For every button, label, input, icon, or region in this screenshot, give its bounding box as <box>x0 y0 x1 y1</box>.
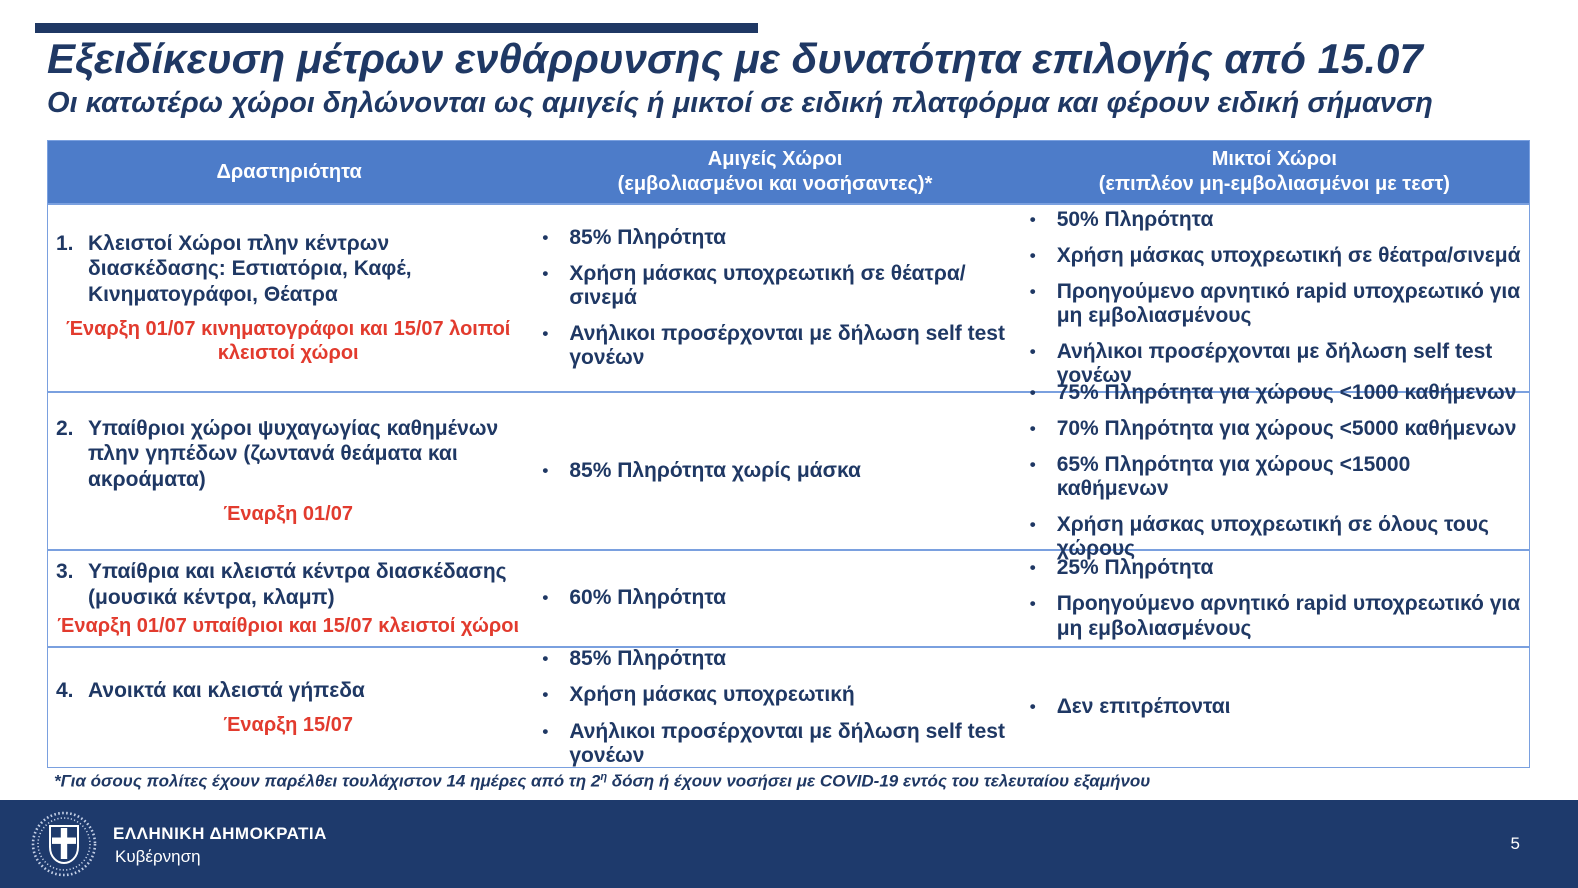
table-header-row <box>48 141 1529 203</box>
footnote <box>54 771 1534 792</box>
column-header-text: Δραστηριότητα <box>216 160 362 183</box>
bullet-text: Χρήση μάσκας υποχρεωτική σε θέατρα/σινεμά <box>569 261 966 309</box>
pure-spaces-cell <box>530 393 1019 549</box>
bullet-item <box>1030 556 1523 580</box>
row-number: 2. <box>56 417 74 441</box>
bullet-icon: • <box>1029 281 1036 301</box>
bullet-text: Προηγούμενο αρνητικό rapid υποχρεωτικό για μη εμβολιασμένους <box>1056 592 1521 640</box>
activity-text: Υπαίθριοι χώροι ψυχαγωγίας καθημένων πλην γηπέδων (ζωντανά θεάματα και ακροάματα) <box>88 417 499 491</box>
title-accent-bar <box>35 23 758 33</box>
government-subtitle: Κυβέρνηση <box>115 847 201 866</box>
bullet-icon: • <box>1029 697 1036 717</box>
bullet-item <box>1030 208 1523 232</box>
start-date-note: Έναρξη 01/07 κινηματογράφοι και 15/07 λοιποί κλειστοί χώροι <box>65 317 511 364</box>
measures-table <box>47 140 1530 768</box>
bullet-item <box>1030 381 1523 405</box>
greek-coat-of-arms-logo <box>31 811 97 877</box>
activity-title <box>56 678 520 703</box>
mixed-spaces-cell <box>1020 648 1529 767</box>
bullet-text: Προηγούμενο αρνητικό rapid υποχρεωτικό για μη εμβολιασμένους <box>1056 279 1521 327</box>
bullet-icon: • <box>542 460 549 480</box>
bullet-icon: • <box>1029 418 1036 438</box>
slide-subtitle: Οι κατωτέρω χώροι δηλώνονται ως αμιγείς ή μικτοί σε ειδική πλατφόρμα και φέρουν ειδική σήμανση <box>47 87 1433 119</box>
start-date-note: Έναρξη 15/07 <box>223 714 353 737</box>
mixed-spaces-cell <box>1020 551 1529 646</box>
start-date-note: Έναρξη 01/07 <box>223 502 353 525</box>
bullet-list <box>1030 695 1523 719</box>
bullet-text: Ανήλικοι προσέρχονται με δήλωση self test γονέων <box>1056 340 1493 388</box>
bullet-item <box>542 226 1011 250</box>
bullet-item <box>542 262 1011 310</box>
footnote-superscript: η <box>600 771 608 783</box>
bullet-item <box>1030 244 1523 268</box>
bullet-icon: • <box>1029 245 1036 265</box>
column-header-text: Μικτοί Χώροι <box>1211 148 1337 170</box>
activity-text: Ανοικτά και κλειστά γήπεδα <box>88 678 365 702</box>
table-row-stadiums <box>48 646 1529 767</box>
bullet-list <box>1030 556 1523 640</box>
bullet-item <box>542 720 1011 768</box>
bullet-item <box>542 647 1011 671</box>
bullet-icon: • <box>542 685 549 705</box>
bullet-text: 85% Πληρότητα <box>569 647 727 671</box>
footnote-text: *Για όσους πολίτες έχουν παρέλθει τουλάχιστον 14 ημέρες από τη 2 <box>54 771 601 791</box>
bullet-list <box>542 226 1011 371</box>
bullet-item <box>1030 280 1523 328</box>
bullet-item <box>1030 417 1523 441</box>
bullet-text: 60% Πληρότητα <box>569 586 727 610</box>
column-header-subtext: (εμβολιασμένοι και νοσήσαντες)* <box>617 173 933 195</box>
row-number: 4. <box>56 678 74 702</box>
bullet-text: 70% Πληρότητα για χώρους <5000 καθήμενων <box>1056 416 1517 440</box>
bullet-text: Χρήση μάσκας υποχρεωτική σε όλους τους χώρους <box>1056 513 1489 561</box>
activity-text: Υπαίθρια και κλειστά κέντρα διασκέδασης (μουσικά κέντρα, κλαμπ) <box>88 560 507 609</box>
table-row-entertainment-centers <box>48 549 1529 646</box>
bullet-text: 25% Πληρότητα <box>1056 556 1214 580</box>
activity-title <box>56 559 520 609</box>
bullet-text: 85% Πληρότητα <box>569 225 727 249</box>
bullet-item <box>542 586 1011 610</box>
bullet-icon: • <box>542 263 549 283</box>
page-number: 5 <box>1510 834 1520 853</box>
activity-title <box>56 231 520 307</box>
bullet-icon: • <box>1029 382 1036 402</box>
bullet-icon: • <box>1029 342 1036 362</box>
bullet-icon: • <box>1029 594 1036 614</box>
activity-cell <box>48 205 530 391</box>
bullet-text: 75% Πληρότητα για χώρους <1000 καθήμενων <box>1056 380 1517 404</box>
start-date-note: Έναρξη 01/07 υπαίθριοι και 15/07 κλειστοί χώροι <box>57 614 520 637</box>
bullet-item <box>1030 695 1523 719</box>
slide-title: Εξειδίκευση μέτρων ενθάρρυνσης με δυνατότητα επιλογής από 15.07 <box>47 35 1423 82</box>
mixed-spaces-cell <box>1020 380 1529 561</box>
column-header-subtext: (επιπλέον μη-εμβολιασμένοι με τεστ) <box>1098 173 1450 195</box>
activity-cell <box>48 648 530 767</box>
government-branding <box>113 824 327 867</box>
footnote-text: δόση ή έχουν νοσήσει με COVID-19 εντός του τελευταίου εξαμήνου <box>607 771 1151 791</box>
bullet-text: 85% Πληρότητα χωρίς μάσκα <box>569 458 861 482</box>
table-row-closed-spaces <box>48 203 1529 391</box>
bullet-item <box>542 683 1011 707</box>
bullet-list <box>542 586 1011 610</box>
pure-spaces-cell <box>530 551 1019 646</box>
pure-spaces-cell <box>530 648 1019 767</box>
activity-title <box>56 416 520 492</box>
government-name: ΕΛΛΗΝΙΚΗ ΔΗΜΟΚΡΑΤΙΑ <box>113 824 327 843</box>
activity-cell <box>48 551 530 646</box>
bullet-list <box>542 647 1011 768</box>
bullet-text: Δεν επιτρέπονται <box>1056 695 1231 719</box>
bullet-text: Χρήση μάσκας υποχρεωτική σε θέατρα/σινεμά <box>1056 243 1521 267</box>
bullet-item <box>1030 453 1523 501</box>
column-header-text: Αμιγείς Χώροι <box>707 148 843 170</box>
bullet-list <box>542 459 1011 483</box>
bullet-text: Χρήση μάσκας υποχρεωτική <box>569 683 855 707</box>
bullet-list <box>1030 381 1523 562</box>
bullet-text: 65% Πληρότητα για χώρους <15000 καθήμενων <box>1056 452 1411 500</box>
bullet-item <box>1030 592 1523 640</box>
bullet-icon: • <box>1029 209 1036 229</box>
bullet-icon: • <box>1029 515 1036 535</box>
activity-text: Κλειστοί Χώροι πλην κέντρων διασκέδασης: Εστιατόρια, Καφέ, Κινηματογράφοι, Θέατρα <box>88 232 412 306</box>
row-number: 1. <box>56 232 74 256</box>
bullet-icon: • <box>542 649 549 669</box>
activity-cell <box>48 393 530 549</box>
footer-bar <box>0 800 1578 888</box>
row-number: 3. <box>56 560 74 584</box>
bullet-list <box>1030 208 1523 389</box>
bullet-icon: • <box>542 324 549 344</box>
bullet-item <box>542 459 1011 483</box>
bullet-icon: • <box>542 588 549 608</box>
column-header-pure-spaces <box>530 141 1019 203</box>
bullet-item <box>542 322 1011 370</box>
bullet-icon: • <box>542 227 549 247</box>
bullet-icon: • <box>542 721 549 741</box>
bullet-text: 50% Πληρότητα <box>1056 207 1214 231</box>
bullet-icon: • <box>1029 558 1036 578</box>
column-header-activity <box>48 141 530 203</box>
mixed-spaces-cell <box>1020 205 1529 391</box>
bullet-icon: • <box>1029 454 1036 474</box>
bullet-text: Ανήλικοι προσέρχονται με δήλωση self test γονέων <box>569 322 1005 370</box>
pure-spaces-cell <box>530 205 1019 391</box>
column-header-mixed-spaces <box>1020 141 1529 203</box>
table-row-outdoor-entertainment <box>48 380 1529 561</box>
bullet-text: Ανήλικοι προσέρχονται με δήλωση self test γονέων <box>569 719 1005 767</box>
